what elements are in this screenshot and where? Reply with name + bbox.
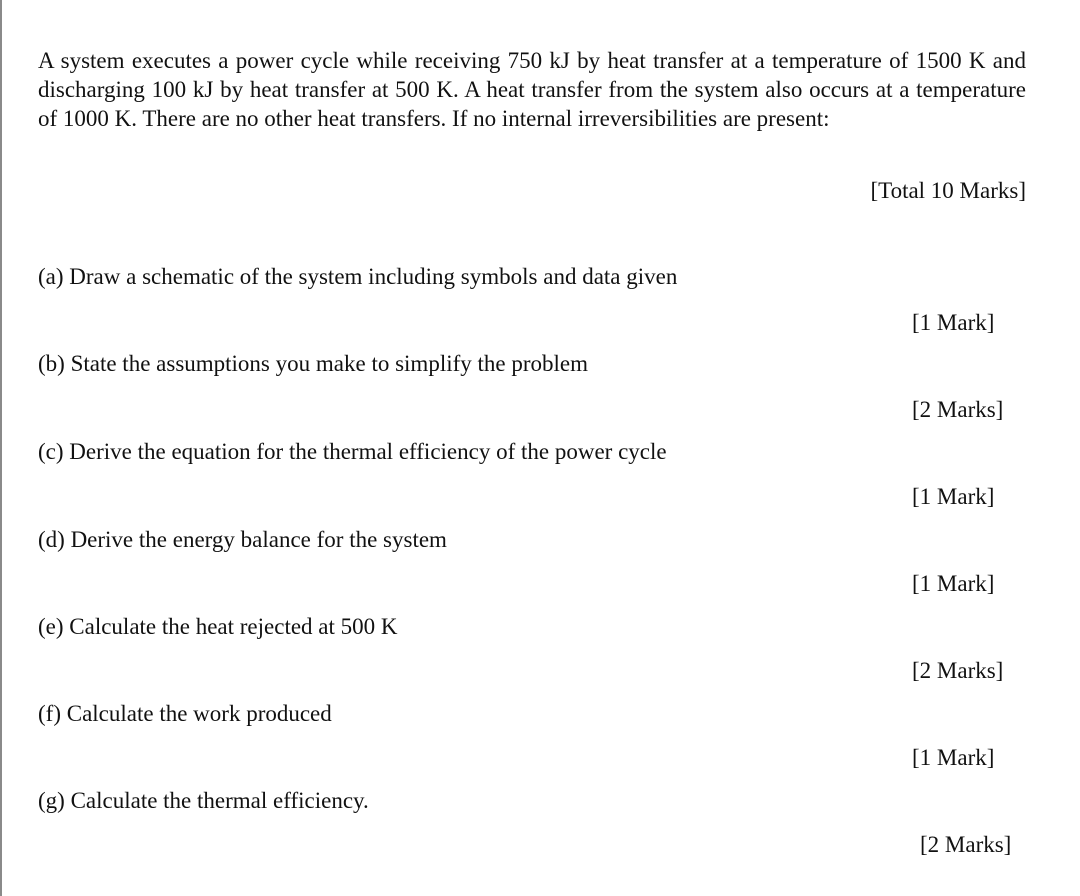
marks-b: [2 Marks]	[912, 397, 1004, 422]
marks-g: [2 Marks]	[920, 832, 1012, 857]
marks-f: [1 Mark]	[912, 745, 995, 770]
question-c: (c) Derive the equation for the thermal efficiency of the power cycle	[38, 439, 667, 464]
marks-d: [1 Mark]	[912, 571, 995, 596]
problem-statement: A system executes a power cycle while receiving 750 kJ by heat transfer at a temperature of 1500 K and discharging 100 kJ by heat transfer at 500 K. A heat transfer from the system also occurs at a temperature of 1000 K. There are no other heat transfers. If no internal irreversibilities are present:	[38, 48, 1026, 131]
marks-c: [1 Mark]	[912, 484, 995, 509]
question-f: (f) Calculate the work produced	[38, 701, 332, 726]
page-left-border	[0, 0, 2, 896]
total-marks: [Total 10 Marks]	[870, 178, 1026, 203]
question-d: (d) Derive the energy balance for the system	[38, 527, 447, 552]
marks-e: [2 Marks]	[912, 658, 1004, 683]
marks-a: [1 Mark]	[912, 310, 995, 335]
question-e: (e) Calculate the heat rejected at 500 K	[38, 614, 398, 639]
question-g: (g) Calculate the thermal efficiency.	[38, 788, 369, 813]
question-a: (a) Draw a schematic of the system including symbols and data given	[38, 264, 678, 289]
question-b: (b) State the assumptions you make to simplify the problem	[38, 351, 589, 376]
